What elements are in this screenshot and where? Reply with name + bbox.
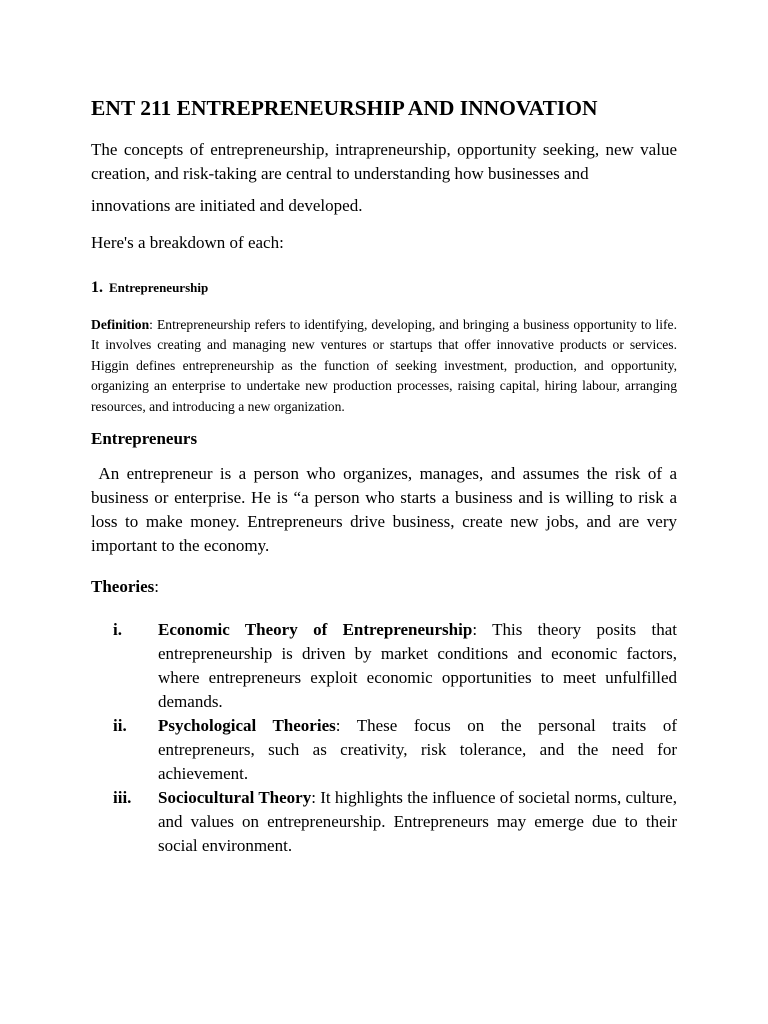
theory-list <box>91 618 677 858</box>
list-item-text: : It highlights the influence of societal norms, culture, and values on entrepreneurship. Entrepreneurs may emerge due to their social environment. <box>158 788 677 855</box>
intro-paragraph: The concepts of entrepreneurship, intrapreneurship, opportunity seeking, new value creation, and risk-taking are central to understanding how businesses and <box>91 140 677 183</box>
list-item-number: i. <box>113 620 122 639</box>
section-heading-entrepreneurship <box>91 274 208 299</box>
theories-heading-label: Theories <box>91 577 155 596</box>
theories-heading <box>91 575 159 599</box>
list-item-title: Psychological Theories <box>158 716 336 735</box>
list-item <box>91 786 677 858</box>
list-item <box>91 618 677 714</box>
list-item-title: Sociocultural Theory <box>158 788 312 807</box>
theories-heading-colon: : <box>154 577 160 596</box>
list-item-number: iii. <box>113 788 132 807</box>
section-number: 1. <box>91 279 103 296</box>
definition-paragraph <box>91 315 677 417</box>
section-title: Entrepreneurship <box>109 280 209 295</box>
breakdown-line: Here's a breakdown of each: <box>91 233 284 252</box>
list-item <box>91 714 677 786</box>
list-item-number: ii. <box>113 716 127 735</box>
list-item-title: Economic Theory of Entrepreneurship <box>158 620 473 639</box>
list-item-text: : These focus on the personal traits of entrepreneurs, such as creativity, risk tolerance, and the need for achievement. <box>158 716 678 783</box>
entrepreneurs-paragraph: An entrepreneur is a person who organizes, manages, and assumes the risk of a business or enterprise. He is “a person who starts a business and is willing to risk a loss to make money. Entrepreneurs drive business, create new jobs, and are very important to the economy. <box>91 464 677 555</box>
document-title: ENT 211 ENTREPRENEURSHIP AND INNOVATION <box>91 96 598 120</box>
entrepreneurs-heading: Entrepreneurs <box>91 429 198 448</box>
definition-text: : Entrepreneurship refers to identifying, developing, and bringing a business opportunity to life. It involves creating and managing new ventures or startups that offer innovative products or services. Higgin defines entrepreneurship as the function of seeking investment, production, and opportunity, organizing an enterprise to undertake new production processes, raising capital, hiring labour, arranging resources, and introducing a new organization. <box>91 317 677 414</box>
definition-label: Definition <box>91 317 150 332</box>
intro-paragraph-continuation: innovations are initiated and developed. <box>91 196 363 215</box>
list-item-text: : This theory posits that entrepreneurship is driven by market conditions and economic factors, where entrepreneurs exploit economic opportunities to meet unfulfilled demands. <box>158 620 677 711</box>
